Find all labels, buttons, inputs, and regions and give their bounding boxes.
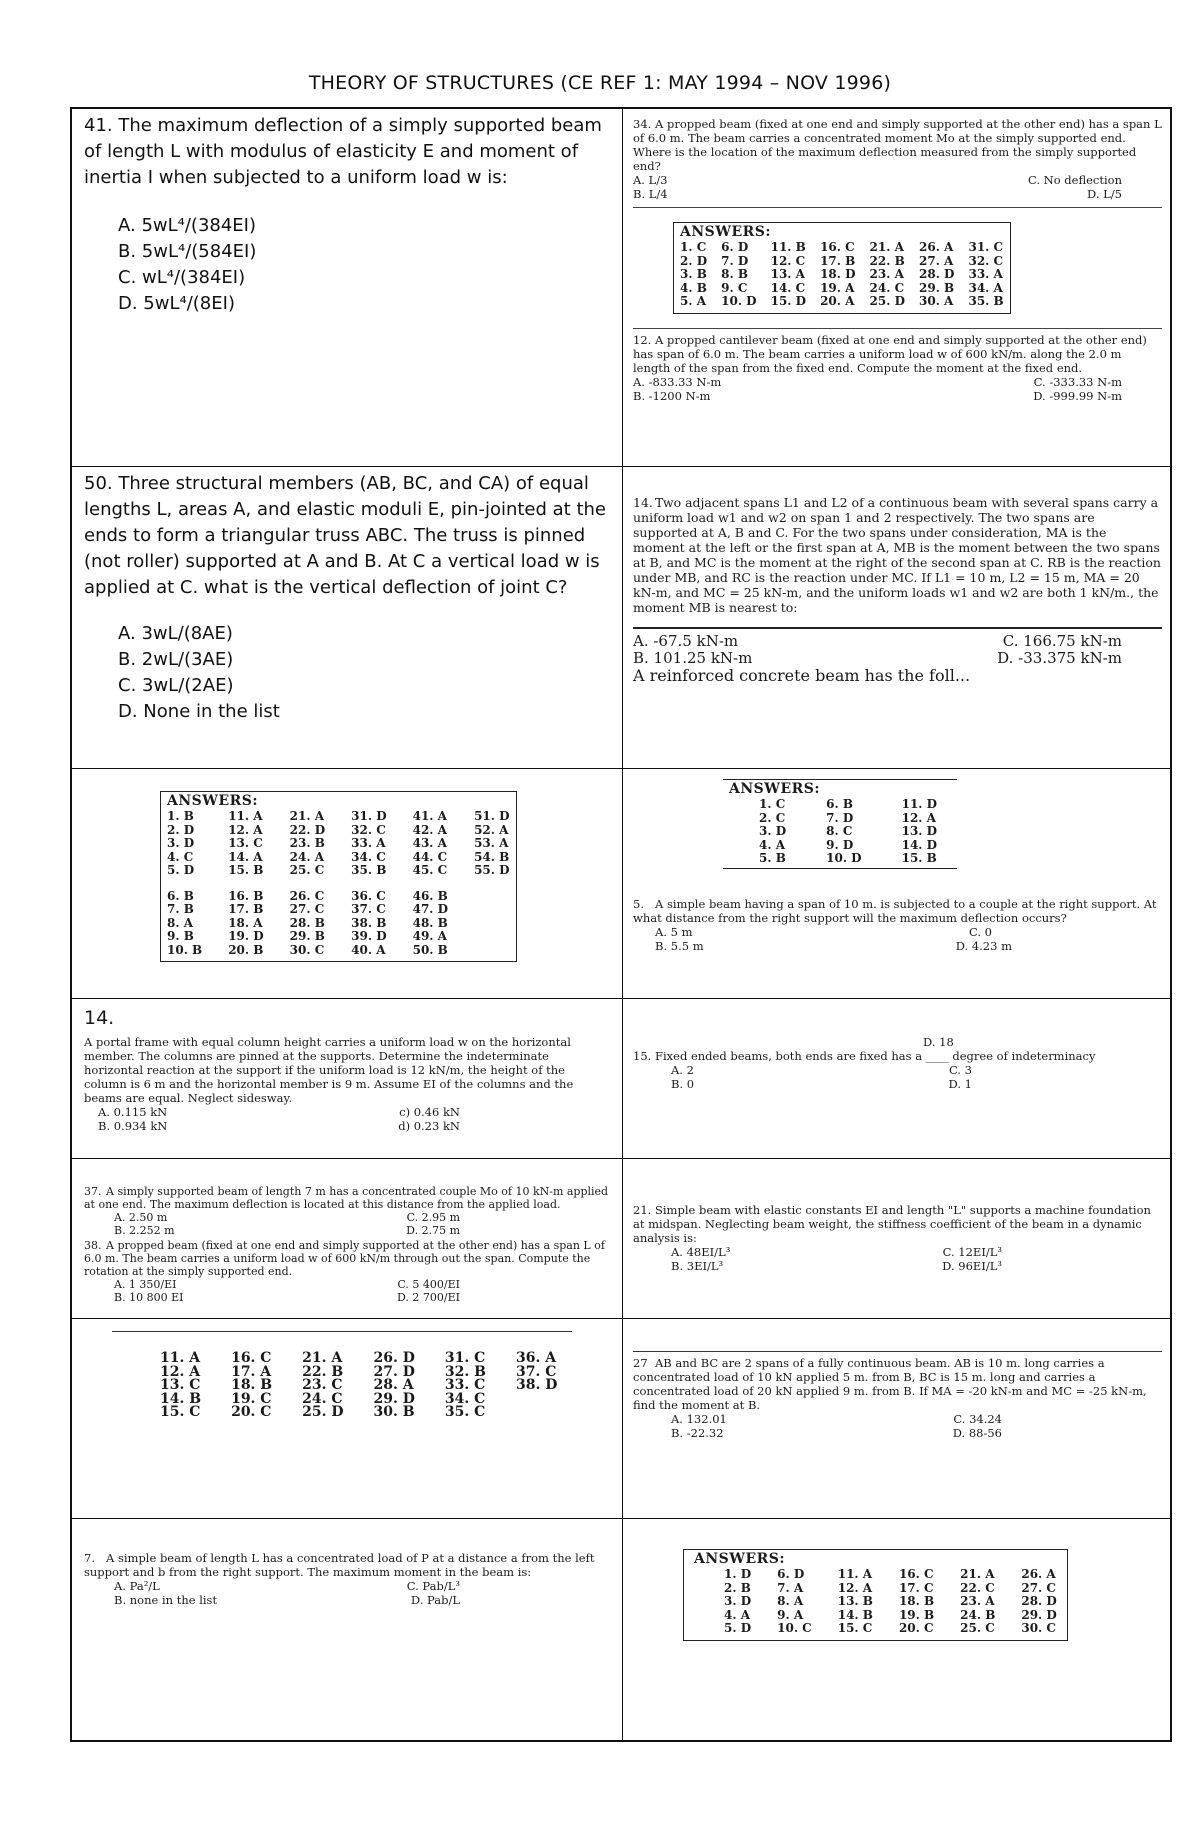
scan-7-option-a: A. Pa²/L <box>114 1579 160 1593</box>
scan-14b-option-a: A. 0.115 kN <box>98 1105 168 1119</box>
answer-key-2-entry: 47. D <box>412 902 449 916</box>
answer-key-3-entry: 11. D <box>901 797 938 811</box>
scan-5-option-a: A. 5 m <box>655 924 693 939</box>
answer-key-1-entry: 32. C <box>968 253 1004 268</box>
answer-key-3-entry: 9. D <box>826 837 854 852</box>
answer-key-5-entry: 24. B <box>960 1607 996 1622</box>
answer-key-5-entry: 23. A <box>960 1594 995 1608</box>
answer-key-1 <box>673 222 1162 314</box>
answer-key-2-entry: 41. A <box>412 809 447 823</box>
scan-14a-option-b: B. 101.25 kN-m <box>633 649 753 667</box>
answer-key-4-entry: 19. C <box>231 1390 272 1407</box>
scan-37-text: A simply supported beam of length 7 m has a concentrated couple Mo of 10 kN-m applied at one end. The maximum deflection is located at this distance from the applied load. <box>84 1185 609 1211</box>
answer-key-2-entry: 15. B <box>228 863 264 877</box>
answer-key-3-entry: 12. A <box>901 810 936 825</box>
answer-key-1-entry: 8. B <box>721 267 748 281</box>
scan-15-option-a: A. 2 <box>671 1063 694 1077</box>
answer-key-2-entry: 43. A <box>412 836 447 850</box>
scan-21-option-d: D. 96EI/L³ <box>942 1259 1002 1273</box>
answer-key-2-entry: 37. C <box>351 902 386 916</box>
answer-key-2-entry: 52. A <box>474 822 509 837</box>
answer-key-5-entry: 1. D <box>724 1567 752 1581</box>
answer-key-1-entry: 31. C <box>968 240 1004 254</box>
scan-14a-text: Two adjacent spans L1 and L2 of a continuous beam with several spans carry a uniform load w1 and w2 on span 1 and 2 respectively. The two spans are supported at A, B and C. For the two spans under consideration, MA is the moment at the left or the first span at A, MB is the moment between the two spans at B, and MC is the moment at the right of the second span at C. RB is the reaction under MB, and RC is the reaction under MC. If L1 = 10 m, L2 = 15 m, MA = 20 kN-m, and MC = 25 kN-m, and the uniform loads w1 and w2 are both 1 kN/m., the moment MB is nearest to: <box>633 495 1161 615</box>
answer-key-1-column <box>919 241 954 309</box>
answer-key-3-entry: 10. D <box>826 851 862 865</box>
scan-15-number: 15. <box>633 1049 652 1063</box>
scan-38-option-c: C. 5 400/EI <box>397 1278 460 1291</box>
scan-34-option-c: C. No deflection <box>1027 173 1122 187</box>
document-title: THEORY OF STRUCTURES (CE REF 1: MAY 1994 – NOV 1996) <box>308 72 892 94</box>
scan-12-number: 12. <box>633 332 652 347</box>
answer-key-2-column <box>167 810 202 957</box>
answer-key-2-entry: 27. C <box>289 902 325 916</box>
answer-key-4-column <box>160 1352 201 1420</box>
answer-key-4-entry: 28. A <box>373 1377 414 1393</box>
answer-key-1-entry: 35. B <box>968 294 1004 308</box>
answer-key-4-entry: 23. C <box>302 1377 343 1393</box>
answer-key-4-entry: 13. C <box>160 1377 201 1393</box>
answer-key-2-entry: 38. B <box>351 915 387 930</box>
answer-key-4-column <box>374 1352 415 1420</box>
answer-key-3-entry: 5. B <box>759 851 786 865</box>
answer-key-2-entry: 44. C <box>412 849 448 864</box>
answer-key-2-entry: 53. A <box>474 836 509 850</box>
answer-key-1-entry: 25. D <box>869 294 905 308</box>
answer-key-1-entry: 28. D <box>919 267 955 281</box>
answer-key-4-entry: 14. B <box>160 1390 202 1407</box>
scan-27-option-b: B. -22.32 <box>671 1426 724 1440</box>
answer-key-2-entry: 7. B <box>167 902 194 916</box>
answer-key-2-entry: 17. B <box>228 902 264 916</box>
answer-key-2-entry: 49. A <box>412 929 447 943</box>
scan-15-option-d: D. 1 <box>948 1077 972 1091</box>
answer-key-3-entry: 2. C <box>759 810 786 825</box>
answer-key-4-entry: 21. A <box>302 1350 343 1366</box>
answer-key-2-entry: 2. D <box>167 822 195 837</box>
answer-key-3-column <box>902 798 937 866</box>
answer-key-2-entry: 42. A <box>412 822 447 837</box>
answer-key-3-title: ANSWERS: <box>729 781 821 797</box>
answer-key-4-entry: 12. A <box>160 1363 201 1380</box>
scan-27-option-a: A. 132.01 <box>671 1412 727 1426</box>
answer-key-1-entry: 13. A <box>770 267 805 281</box>
answer-key-2-entry: 29. B <box>289 929 325 943</box>
answer-key-2-entry: 48. B <box>412 915 448 930</box>
scan-14b-option-d: d) 0.23 kN <box>398 1119 460 1133</box>
scan-38-text: A propped beam (fixed at one end and simply supported at the other end) has a span L of 6.0 m. The beam carries a uniform load w of 600 kN/m through out the span. Compute the rotation at the simply supported end. <box>84 1239 605 1278</box>
answer-key-5-entry: 26. A <box>1021 1567 1056 1581</box>
scan-5-text: A simple beam having a span of 10 m. is subjected to a couple at the right support. At what distance from the right support will the maximum deflection occurs? <box>633 896 1157 925</box>
scan-15-cell <box>623 999 1172 1159</box>
answer-key-4-entry: 15. C <box>160 1404 201 1420</box>
answer-key-1-entry: 11. B <box>770 240 806 254</box>
answer-key-5-entry: 22. C <box>960 1580 995 1595</box>
answer-key-1-entry: 33. A <box>968 267 1003 281</box>
question-50-options <box>118 621 610 725</box>
answer-key-4-entry: 37. C <box>515 1363 557 1380</box>
answer-key-5-entry: 29. D <box>1021 1607 1057 1622</box>
answer-key-1-entry: 3. B <box>680 267 707 281</box>
question-41-option-d: D. 5wL⁴/(8EI) <box>118 293 235 314</box>
answer-key-5-entry: 16. C <box>898 1567 934 1581</box>
answer-key-3-entry: 7. D <box>826 810 854 825</box>
answer-key-4-entry: 22. B <box>302 1363 344 1380</box>
scan-question-12 <box>633 328 1162 403</box>
scan-12-option-c: C. -333.33 N-m <box>1033 374 1122 389</box>
answer-key-4-cell <box>72 1319 623 1519</box>
answer-key-3-entry: 8. C <box>826 824 853 838</box>
scan-14b-option-c: c) 0.46 kN <box>399 1105 460 1119</box>
answer-key-1-column <box>680 241 707 309</box>
answer-key-5-entry: 18. B <box>898 1594 935 1608</box>
answer-key-3-column <box>759 798 786 866</box>
scan-27-text: AB and BC are 2 spans of a fully continuous beam. AB is 10 m. long carries a concentrated load of 10 kN applied 5 m. from B, BC is 15 m. long and carries a concentrated load of 20 kN applied 9 m. from B. If MA = -20 kN-m and MC = -25 kN-m, find the moment at B. <box>633 1356 1147 1412</box>
answer-key-5-entry: 8. A <box>777 1594 804 1608</box>
scan-7-option-d: D. Pab/L <box>410 1593 460 1607</box>
scan-15-option-c: C. 3 <box>948 1063 972 1077</box>
scan-14a-tail: A reinforced concrete beam has the foll... <box>633 666 971 685</box>
answer-key-2-entry: 40. A <box>351 942 386 957</box>
answer-key-1-entry: 18. D <box>820 267 856 281</box>
scan-38-option-d: D. 2 700/EI <box>397 1291 460 1304</box>
answer-key-2-entry: 18. A <box>228 915 263 930</box>
answer-key-5-entry: 17. C <box>898 1580 934 1595</box>
scan-15-top: D. 18 <box>923 1035 954 1049</box>
answer-key-4-column <box>231 1352 272 1420</box>
answer-key-2-entry: 54. B <box>474 849 510 864</box>
answer-key-2-entry: 33. A <box>351 836 386 850</box>
answer-key-2-column <box>228 810 263 957</box>
answer-key-5-entry: 6. D <box>777 1567 805 1581</box>
question-41-stem: 41. The maximum deflection of a simply supported beam of length L with modulus of elasticity E and moment of inertia I when subjected to a uniform load w is: <box>84 115 602 188</box>
answer-key-3-entry: 3. D <box>759 824 787 838</box>
answer-key-3-entry: 6. B <box>826 797 853 811</box>
answer-key-4-entry: 38. D <box>515 1377 558 1393</box>
answer-key-5-entry: 2. B <box>724 1580 751 1595</box>
answer-key-2-column <box>413 810 448 957</box>
scan-14b-option-b: B. 0.934 kN <box>98 1119 168 1133</box>
scan-21-cell <box>623 1159 1172 1319</box>
scan-27-option-d: D. 88-56 <box>952 1426 1002 1440</box>
answer-key-2-entry: 13. C <box>228 836 263 850</box>
scan-12-option-a: A. -833.33 N-m <box>633 374 722 389</box>
answer-key-4-column <box>516 1352 557 1420</box>
answer-key-3 <box>723 779 957 869</box>
answer-key-2-entry: 5. D <box>167 863 195 877</box>
answer-key-4-entry: 16. C <box>231 1350 272 1366</box>
scan-37-option-c: C. 2.95 m <box>406 1211 460 1224</box>
answer-key-1-entry: 10. D <box>721 294 757 308</box>
scan-34-option-b: B. L/4 <box>633 187 668 201</box>
scan-38-number: 38. <box>84 1239 102 1252</box>
scan-34-answers-12-cell <box>623 109 1172 467</box>
scan-38-option-b: B. 10 800 EI <box>114 1291 184 1304</box>
answer-key-4-entry: 18. B <box>231 1377 273 1393</box>
answer-key-5-entry: 13. B <box>837 1594 873 1608</box>
answer-key-2-entry: 34. C <box>351 849 386 864</box>
scan-27-cell <box>623 1319 1172 1519</box>
answer-key-1-entry: 30. A <box>919 294 954 308</box>
question-50-option-c: C. 3wL/(2AE) <box>118 675 234 696</box>
scan-27-option-c: C. 34.24 <box>953 1412 1002 1426</box>
answer-key-5-cell <box>623 1519 1172 1742</box>
answer-key-3-column <box>826 798 861 866</box>
answer-key-2-entry: 50. B <box>412 942 448 957</box>
answer-key-1-entry: 1. C <box>680 240 707 254</box>
answer-key-5-entry: 21. A <box>960 1567 995 1581</box>
answer-key-5-entry: 7. A <box>777 1580 804 1595</box>
answer-key-2-entry: 22. D <box>289 822 326 837</box>
answer-key-4-entry: 27. D <box>373 1363 415 1380</box>
answer-key-1-entry: 26. A <box>919 240 954 254</box>
scan-5-number: 5. <box>633 896 644 911</box>
answer-key-4-entry: 20. C <box>231 1404 272 1420</box>
answer-key-1-entry: 14. C <box>770 280 806 295</box>
answer-key-4-entry: 30. B <box>373 1404 415 1420</box>
answer-key-2-entry: 19. D <box>228 929 264 943</box>
question-grid <box>70 107 1172 1742</box>
scan-37-number: 37. <box>84 1185 102 1198</box>
answer-key-2-entry: 4. C <box>167 849 194 864</box>
answer-key-2-entry: 14. A <box>228 849 263 864</box>
question-41-option-b: B. 5wL⁴/(584EI) <box>118 241 257 262</box>
question-41-cell <box>72 109 623 467</box>
answer-key-1-entry: 2. D <box>680 253 708 268</box>
answer-key-4-entry: 32. B <box>444 1363 486 1380</box>
answer-key-2-entry: 51. D <box>474 809 510 823</box>
answer-key-5-column <box>838 1568 873 1636</box>
question-50-option-a: A. 3wL/(8AE) <box>118 623 233 644</box>
answer-key-5-entry: 15. C <box>837 1621 873 1635</box>
answer-key-1-entry: 22. B <box>869 253 905 268</box>
answer-key-5-entry: 14. B <box>837 1607 873 1622</box>
answer-key-2-column <box>290 810 325 957</box>
scan-34-option-a: A. L/3 <box>633 173 668 187</box>
answer-key-1-entry: 24. C <box>869 280 905 295</box>
scan-14a-option-d: D. -33.375 kN-m <box>997 649 1122 667</box>
question-41-option-a: A. 5wL⁴/(384EI) <box>118 215 257 236</box>
answer-key-2-entry: 55. D <box>474 863 510 877</box>
answer-key-4-entry: 26. D <box>373 1350 415 1366</box>
scan-12-option-b: B. -1200 N-m <box>633 388 711 403</box>
answer-key-2-column <box>351 810 386 957</box>
answer-key-1-entry: 34. A <box>968 280 1003 295</box>
scan-21-option-a: A. 48EI/L³ <box>671 1245 731 1259</box>
answer-key-5-entry: 19. B <box>898 1607 935 1622</box>
answer-key-1-entry: 29. B <box>919 280 955 295</box>
scan-7-option-b: B. none in the list <box>114 1593 218 1607</box>
answer-key-5-entry: 4. A <box>724 1607 751 1622</box>
answer-key-2-cell <box>72 769 623 999</box>
question-41-options <box>118 213 610 317</box>
scan-7-text: A simple beam of length L has a concentrated load of P at a distance a from the left support and b from the right support. The maximum moment in the beam is: <box>84 1551 595 1579</box>
answer-key-2-entry: 23. B <box>289 836 325 850</box>
answer-key-5-entry: 30. C <box>1021 1621 1056 1635</box>
answer-key-5-entry: 3. D <box>724 1594 752 1608</box>
answer-key-2-title: ANSWERS: <box>167 793 259 809</box>
answer-key-2-entry: 25. C <box>289 863 325 877</box>
scan-14b-label: 14. <box>84 1007 115 1029</box>
answer-key-3-entry: 4. A <box>759 837 786 852</box>
scan-21-option-b: B. 3EI/L³ <box>671 1259 724 1273</box>
scan-7-number: 7. <box>84 1551 95 1565</box>
answer-key-5-column <box>724 1568 751 1636</box>
scan-5-option-c: C. 0 <box>968 924 992 939</box>
answer-key-2-entry: 10. B <box>167 942 203 957</box>
scan-14a-number: 14. <box>633 495 653 510</box>
answer-key-5-entry: 25. C <box>960 1621 995 1635</box>
answer-key-1-entry: 16. C <box>820 240 855 254</box>
answer-key-1-entry: 5. A <box>680 294 707 308</box>
scan-14-portal-cell <box>72 999 623 1159</box>
answer-key-2-entry: 30. C <box>289 942 325 957</box>
answer-key-2-entry: 45. C <box>412 863 448 877</box>
answer-key-1-entry: 19. A <box>820 280 855 295</box>
scan-14a-option-c: C. 166.75 kN-m <box>1002 632 1122 650</box>
answer-key-1-column <box>870 241 905 309</box>
answer-key-4-entry: 35. C <box>444 1404 486 1420</box>
answer-key-1-entry: 23. A <box>869 267 904 281</box>
scan-14b-text: A portal frame with equal column height carries a uniform load w on the horizontal member. The columns are pinned at the supports. Determine the indeterminate horizontal reaction at the support if the uniform load is 12 kN/m, the height of the column is 6 m and the horizontal member is 9 m. Assume EI of the columns and the beams are equal. Neglect sidesway. <box>84 1035 574 1105</box>
question-50-cell <box>72 467 623 769</box>
scan-5-option-b: B. 5.5 m <box>655 938 704 953</box>
answer-key-1-entry: 27. A <box>919 253 954 268</box>
answer-key-4-entry: 34. C <box>444 1390 486 1407</box>
answer-key-5-entry: 5. D <box>724 1621 752 1635</box>
answer-key-4-column <box>445 1352 486 1420</box>
answer-key-1-entry: 4. B <box>680 280 707 295</box>
scan-37-option-d: D. 2.75 m <box>406 1224 460 1237</box>
answer-key-2-entry: 46. B <box>412 888 448 903</box>
answer-key-2-entry: 32. C <box>351 822 386 837</box>
answer-key-2-entry: 39. D <box>351 929 387 943</box>
scan-5-option-d: D. 4.23 m <box>955 938 1012 953</box>
question-50-stem: 50. Three structural members (AB, BC, and CA) of equal lengths L, areas A, and elastic moduli E, pin-jointed at the ends to form a triangular truss ABC. The truss is pinned (not roller) supported at A and B. At C a vertical load w is applied at C. what is the vertical deflection of joint C? <box>84 473 606 598</box>
answer-key-5-entry: 27. C <box>1021 1580 1056 1595</box>
answer-key-4-entry: 33. C <box>444 1377 486 1393</box>
answer-key-2-entry: 28. B <box>289 915 325 930</box>
answer-key-2-column <box>474 810 509 957</box>
answer-key-4-entry: 24. C <box>302 1390 343 1407</box>
answer-key-2-entry: 1. B <box>167 809 194 823</box>
question-50-option-b: B. 2wL/(3AE) <box>118 649 234 670</box>
answer-key-1-column <box>721 241 756 309</box>
scan-27-number: 27 <box>633 1356 648 1370</box>
scan-15-option-b: B. 0 <box>671 1077 695 1091</box>
scan-37-option-b: B. 2.252 m <box>114 1224 175 1237</box>
answer-key-2-entry: 31. D <box>351 809 387 823</box>
answer-key-2-entry: 35. B <box>351 863 387 877</box>
scan-34-number: 34. <box>633 117 652 131</box>
answer-key-5-entry: 28. D <box>1021 1594 1057 1608</box>
answer-key-3-entry: 13. D <box>901 824 938 838</box>
answer-key-1-entry: 9. C <box>721 280 748 295</box>
answer-key-2-entry: 26. C <box>289 888 325 903</box>
scan-14-continuous-cell <box>623 467 1172 769</box>
answer-key-1-entry: 21. A <box>869 240 904 254</box>
answer-key-2-entry: 3. D <box>167 836 195 850</box>
answer-key-1-column <box>968 241 1003 309</box>
answer-key-5-title: ANSWERS: <box>694 1551 786 1567</box>
answer-key-2-entry: 6. B <box>167 888 194 903</box>
scan-7-option-c: C. Pab/L³ <box>406 1579 460 1593</box>
question-41-option-c: C. wL⁴/(384EI) <box>118 267 246 288</box>
answer-key-1-column <box>820 241 855 309</box>
scan-21-option-c: C. 12EI/L³ <box>942 1245 1002 1259</box>
answer-key-4-entry: 29. D <box>373 1390 415 1407</box>
answer-key-1-entry: 17. B <box>820 253 856 268</box>
answer-key-4-entry: 11. A <box>160 1350 201 1366</box>
scan-question-34 <box>633 117 1162 208</box>
scan-34-text: A propped beam (fixed at one end and simply supported at the other end) has a span L of 6.0 m. The beam carries a concentrated moment Mo at the simply supported end. Where is the location of the maximum deflection measured from the simply supported end? <box>633 117 1162 173</box>
answer-key-2-entry: 16. B <box>228 888 264 903</box>
answer-key-2-entry: 20. B <box>228 942 264 957</box>
answer-key-1-column <box>771 241 806 309</box>
answer-key-2-entry: 12. A <box>228 822 263 837</box>
answer-key-4-column <box>302 1352 343 1420</box>
answer-key-4-entry: 17. A <box>231 1363 272 1380</box>
answer-key-5-entry: 10. C <box>777 1621 812 1635</box>
scan-21-number: 21. <box>633 1203 652 1217</box>
scan-12-option-d: D. -999.99 N-m <box>1033 388 1122 403</box>
answer-key-1-title: ANSWERS: <box>680 224 772 240</box>
scan-14a-option-a: A. -67.5 kN-m <box>633 632 739 650</box>
answer-key-5-entry: 12. A <box>837 1580 873 1595</box>
answer-key-2-entry: 36. C <box>351 888 386 903</box>
answer-key-5-entry: 9. A <box>777 1607 804 1622</box>
answer-key-4-entry: 36. A <box>515 1350 557 1366</box>
scan-7-cell <box>72 1519 623 1742</box>
answer-key-5-column <box>960 1568 995 1636</box>
scan-12-text: A propped cantilever beam (fixed at one end and simply supported at the other end) has span of 6.0 m. The beam carries a uniform load w of 600 kN/m. along the 2.0 m length of the span from the fixed end. Compute the moment at the fixed end. <box>633 332 1147 375</box>
answer-key-2-entry: 24. A <box>289 849 325 864</box>
answer-key-4-entry: 31. C <box>444 1350 486 1366</box>
scan-question-5 <box>633 897 1162 953</box>
answer-key-5-column <box>899 1568 934 1636</box>
answer-key-3-entry: 1. C <box>759 797 786 811</box>
answer-key-5-column <box>777 1568 812 1636</box>
answer-key-1-entry: 6. D <box>721 240 749 254</box>
answer-key-5-entry: 20. C <box>898 1621 934 1635</box>
answer-key-2-entry: 11. A <box>228 809 263 823</box>
answer-key-1-entry: 12. C <box>770 253 806 268</box>
answer-key-4-entry: 25. D <box>302 1404 344 1420</box>
scan-37-option-a: A. 2.50 m <box>114 1211 168 1224</box>
answer-key-3-entry: 14. D <box>901 837 938 852</box>
answer-key-2-entry: 9. B <box>167 929 194 943</box>
scan-34-option-d: D. L/5 <box>1087 187 1122 201</box>
answer-key-1-entry: 7. D <box>721 253 749 268</box>
answer-key-3-cell <box>623 769 1172 999</box>
answer-key-2-entry: 8. A <box>167 915 194 930</box>
answer-key-3-entry: 15. B <box>901 851 937 865</box>
scan-21-text: Simple beam with elastic constants EI and length "L" supports a machine foundation at midspan. Neglecting beam weight, the stiffness coefficient of the beam in a dynamic analysis is: <box>633 1203 1151 1245</box>
scan-15-text: Fixed ended beams, both ends are fixed has a ____ degree of indeterminacy <box>655 1049 1096 1063</box>
answer-key-2-entry: 21. A <box>289 809 325 823</box>
answer-key-1-entry: 15. D <box>770 294 807 308</box>
answer-key-1-entry: 20. A <box>820 294 855 308</box>
scan-37-38-cell <box>72 1159 623 1319</box>
answer-key-5-entry: 11. A <box>837 1567 873 1581</box>
scan-38-option-a: A. 1 350/EI <box>114 1278 177 1291</box>
answer-key-5-column <box>1021 1568 1056 1636</box>
question-50-option-d: D. None in the list <box>118 701 280 722</box>
